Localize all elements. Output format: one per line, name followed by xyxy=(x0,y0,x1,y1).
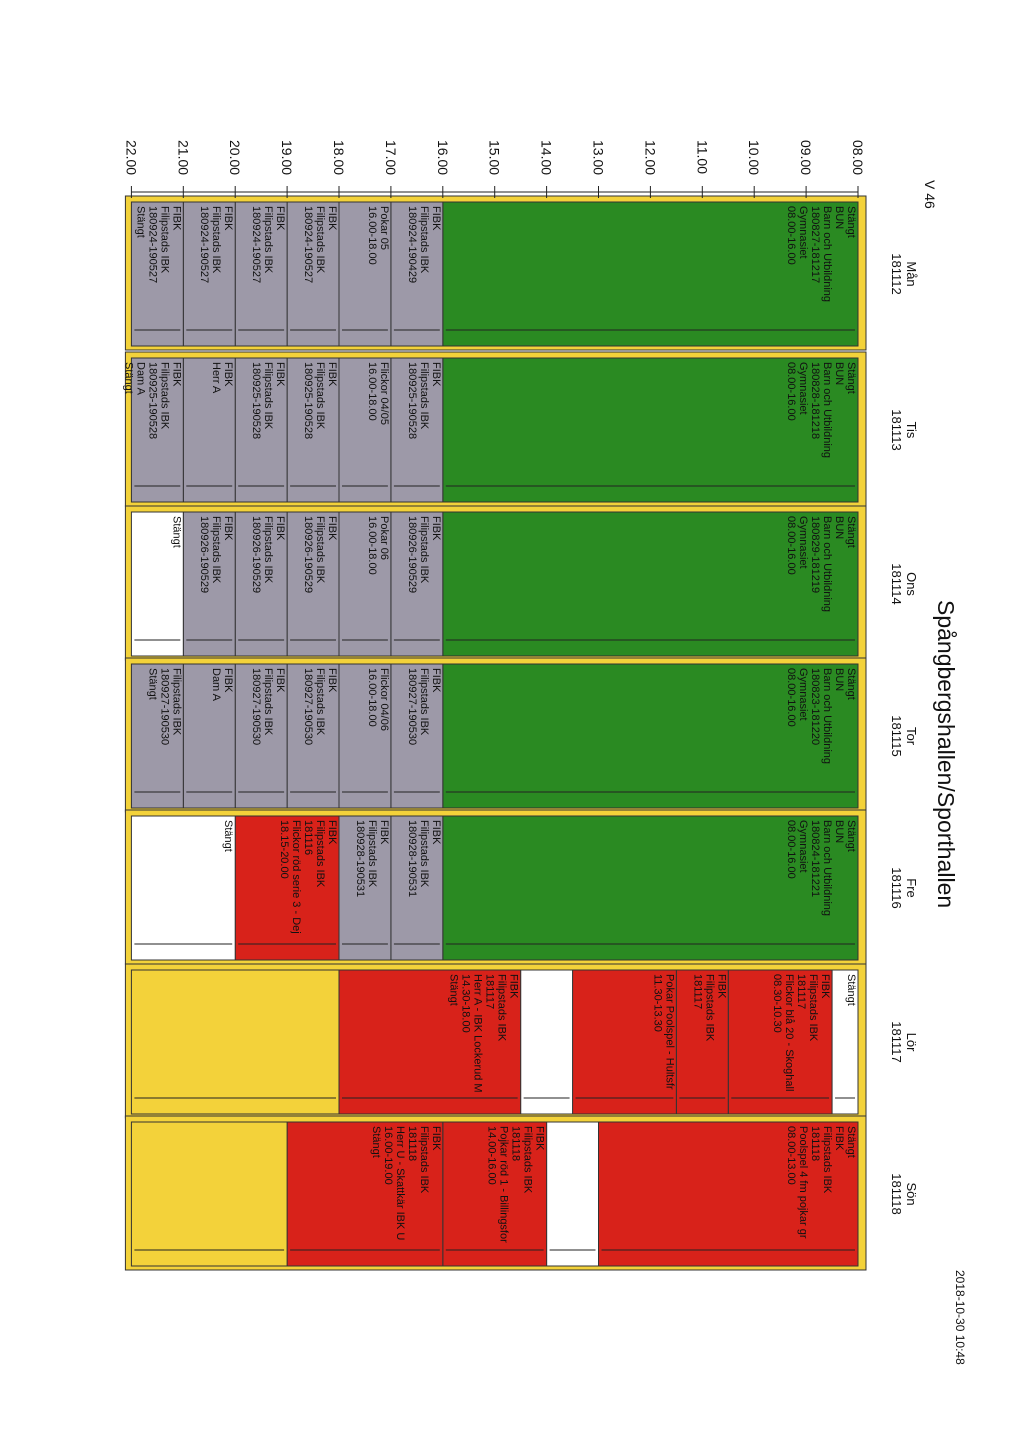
booking-text: 18.15-20.00 xyxy=(278,820,290,879)
time-label: 20.00 xyxy=(227,140,244,176)
booking-text: Filipstads IBK xyxy=(314,206,326,274)
booking-text: FIBK xyxy=(429,362,442,387)
booking-text: 181116 xyxy=(302,820,314,856)
day-name: Tis xyxy=(904,421,919,439)
booking-text: Gymnasiet xyxy=(797,206,809,259)
booking-block[interactable] xyxy=(728,970,832,1114)
booking-text: FIBK xyxy=(274,206,287,231)
booking-block[interactable] xyxy=(235,816,339,960)
booking-text: Stängt xyxy=(170,516,183,548)
booking-text: 180924-190527 xyxy=(146,206,159,284)
booking-text: FIBK xyxy=(429,1126,442,1151)
week-label: V 46 xyxy=(922,180,938,209)
booking-text: 181118 xyxy=(405,1126,418,1162)
day-name: Tor xyxy=(904,726,919,746)
time-label: 17.00 xyxy=(382,140,399,176)
booking-text: FIBK xyxy=(274,668,287,693)
booking-text: 180823-181220 xyxy=(809,668,821,746)
booking-block[interactable] xyxy=(391,202,443,346)
booking-text: Filipstads IBK xyxy=(314,516,326,584)
booking-block[interactable] xyxy=(443,664,858,808)
booking-text: Filipstads IBK xyxy=(158,206,171,274)
booking-block[interactable] xyxy=(235,664,287,808)
booking-block[interactable] xyxy=(339,664,391,808)
booking-block[interactable] xyxy=(443,816,858,960)
booking-text: Stängt xyxy=(845,974,857,1006)
booking-text: 180925-190528 xyxy=(146,362,159,440)
booking-block[interactable] xyxy=(287,1122,443,1266)
booking-text: Gymnasiet xyxy=(797,668,809,721)
booking-text: 180928-190531 xyxy=(353,820,366,898)
booking-text: Stängt xyxy=(845,206,857,238)
booking-block[interactable] xyxy=(131,202,183,346)
booking-block[interactable] xyxy=(391,512,443,656)
booking-cell xyxy=(131,970,339,1114)
booking-text: 16.00-18.00 xyxy=(365,516,378,575)
booking-text: 181117 xyxy=(483,974,496,1010)
booking-block[interactable] xyxy=(547,1122,599,1266)
booking-text: FIBK xyxy=(819,974,832,999)
booking-text: Filipstads IBK xyxy=(170,668,183,736)
booking-text: FIBK xyxy=(170,206,183,231)
booking-text: 180924-190527 xyxy=(250,206,263,284)
booking-text: Filipstads IBK xyxy=(821,1126,833,1194)
time-label: 18.00 xyxy=(331,140,347,176)
day-name: Fre xyxy=(904,878,919,898)
booking-text: Stängt xyxy=(447,974,460,1006)
booking-text: FIBK xyxy=(170,362,183,387)
booking-text: BUN xyxy=(833,820,845,844)
day-name: Mån xyxy=(904,261,919,287)
booking-block[interactable] xyxy=(131,816,235,960)
booking-text: Stängt xyxy=(222,820,235,852)
booking-text: 180925-190528 xyxy=(302,362,314,440)
booking-block[interactable] xyxy=(287,358,339,502)
booking-text: 180925-190528 xyxy=(250,362,263,440)
booking-text: Filipstads IBK xyxy=(262,362,275,430)
booking-text: Filipstads IBK xyxy=(703,974,716,1042)
booking-text: Filipstads IBK xyxy=(314,820,326,888)
booking-text: FIBK xyxy=(222,206,235,231)
booking-block[interactable] xyxy=(443,202,858,346)
booking-text: Filipstads IBK xyxy=(314,362,326,430)
booking-text: 181118 xyxy=(509,1126,522,1162)
booking-text: Filipstads IBK xyxy=(417,362,430,430)
booking-block[interactable] xyxy=(131,664,183,808)
day-name: Ons xyxy=(904,572,919,596)
booking-text: 181117 xyxy=(795,974,808,1010)
schedule-grid xyxy=(122,196,866,1270)
booking-text: 180829-181219 xyxy=(809,516,821,594)
booking-block[interactable] xyxy=(183,512,235,656)
booking-text: Filipstads IBK xyxy=(210,516,223,584)
booking-text: 180924-190527 xyxy=(302,206,314,284)
day-date: 181115 xyxy=(889,715,904,757)
booking-text: Gymnasiet xyxy=(797,516,809,569)
booking-text: Filipstads IBK xyxy=(262,206,275,274)
booking-block[interactable] xyxy=(832,970,858,1114)
booking-text: Gymnasiet xyxy=(797,820,809,873)
booking-text: BUN xyxy=(833,668,845,692)
booking-block[interactable] xyxy=(391,816,443,960)
booking-text: 180927-190530 xyxy=(250,668,263,746)
booking-text: 16.00-18.00 xyxy=(365,668,378,727)
booking-text: Stängt xyxy=(845,668,857,700)
booking-text: BUN xyxy=(833,362,845,386)
booking-text: FIBK xyxy=(715,974,728,999)
booking-text: Herr A xyxy=(210,362,223,394)
booking-text: Filipstads IBK xyxy=(158,362,171,430)
booking-block[interactable] xyxy=(122,358,183,502)
time-label: 14.00 xyxy=(538,140,555,176)
booking-text: BUN xyxy=(833,206,845,230)
booking-block[interactable] xyxy=(339,970,521,1114)
time-axis xyxy=(123,140,866,198)
booking-text: FIBK xyxy=(833,1126,845,1151)
booking-text: Stängt xyxy=(845,1126,857,1158)
day-date: 181116 xyxy=(889,867,904,909)
booking-block[interactable] xyxy=(235,358,287,502)
booking-text: FIBK xyxy=(533,1126,546,1151)
day-date: 181117 xyxy=(889,1021,904,1063)
booking-text: 11.30-13.30 xyxy=(651,974,664,1032)
booking-text: 08.00-13.00 xyxy=(785,1126,797,1185)
booking-text: FIBK xyxy=(222,362,235,387)
day-date: 181112 xyxy=(889,253,904,295)
booking-text: Stängt xyxy=(845,820,857,852)
booking-block[interactable] xyxy=(573,970,677,1114)
booking-text: 180927-190530 xyxy=(302,668,314,746)
time-label: 11.00 xyxy=(694,140,711,174)
booking-text: Stängt xyxy=(146,668,159,700)
booking-text: Filipstads IBK xyxy=(210,206,223,274)
booking-block[interactable] xyxy=(131,512,183,656)
booking-text: FIBK xyxy=(274,516,287,541)
booking-text: BUN xyxy=(833,516,845,540)
booking-text: Dam A xyxy=(210,668,223,702)
day-date: 181113 xyxy=(889,409,904,451)
day-date: 181118 xyxy=(889,1173,904,1215)
booking-text: Filipstads IBK xyxy=(262,516,275,584)
booking-text: FIBK xyxy=(429,206,442,231)
booking-block[interactable] xyxy=(131,970,339,1114)
booking-block[interactable] xyxy=(521,970,573,1114)
time-label: 08.00 xyxy=(850,140,866,176)
booking-text: Herr U - Skattkär IBK U xyxy=(393,1126,406,1241)
booking-text: Flickor röd serie 3 - Dej xyxy=(290,820,302,934)
booking-block[interactable] xyxy=(443,512,858,656)
booking-block[interactable] xyxy=(391,664,443,808)
booking-text: Filipstads IBK xyxy=(417,1126,430,1194)
booking-text: 180924-190527 xyxy=(198,206,211,284)
booking-text: 180927-190530 xyxy=(405,668,418,746)
day-name: Sön xyxy=(904,1182,919,1206)
booking-block[interactable] xyxy=(287,664,339,808)
printed-timestamp: 2018-10-30 10:48 xyxy=(953,1270,967,1365)
booking-text: FIBK xyxy=(326,516,338,541)
booking-text: 180926-190529 xyxy=(198,516,211,594)
time-label: 22.00 xyxy=(123,140,140,176)
booking-text: Filipstads IBK xyxy=(417,820,430,888)
booking-text: 08.00-16.00 xyxy=(785,362,797,421)
booking-text: Pokar 05 xyxy=(377,206,390,251)
booking-text: FIBK xyxy=(507,974,520,999)
booking-text: Stängt xyxy=(845,362,857,394)
booking-block[interactable] xyxy=(339,816,391,960)
booking-block[interactable] xyxy=(235,512,287,656)
booking-block[interactable] xyxy=(339,358,391,502)
booking-text: 180926-190529 xyxy=(302,516,314,594)
booking-text: Herr A - IBK Lockerud M xyxy=(471,974,484,1093)
booking-text: 14.00-16.00 xyxy=(485,1126,498,1185)
booking-text: Pokar 06 xyxy=(377,516,390,561)
booking-text: Barn och Utbildning xyxy=(821,820,833,917)
booking-text: FIBK xyxy=(429,820,442,845)
booking-text: Stängt xyxy=(122,362,135,394)
booking-text: Gymnasiet xyxy=(797,362,809,415)
booking-block[interactable] xyxy=(443,358,858,502)
booking-text: 180926-190529 xyxy=(250,516,263,594)
time-label: 09.00 xyxy=(798,140,815,176)
booking-text: FIBK xyxy=(429,516,442,541)
booking-text: Stängt xyxy=(845,516,857,548)
booking-text: 180927-190530 xyxy=(158,668,171,746)
booking-text: FIBK xyxy=(222,516,235,541)
booking-text: 08.00-16.00 xyxy=(785,820,797,879)
booking-text: Poolspel 4 fm pojkar gr xyxy=(797,1126,809,1239)
booking-block[interactable] xyxy=(183,664,235,808)
booking-text: Filipstads IBK xyxy=(417,206,430,274)
booking-text: 180828-181218 xyxy=(809,362,821,440)
booking-text: 08.00-16.00 xyxy=(785,668,797,727)
booking-text: FIBK xyxy=(377,820,390,845)
booking-block[interactable] xyxy=(183,358,235,502)
booking-text: Filipstads IBK xyxy=(262,668,275,736)
booking-text: Dam A xyxy=(134,362,147,396)
booking-text: Filipstads IBK xyxy=(807,974,820,1042)
booking-text: 16.00-19.00 xyxy=(381,1126,394,1185)
booking-text: 181117 xyxy=(691,974,704,1010)
booking-text: Flickor 04/05 xyxy=(377,362,390,425)
booking-text: 08.00-16.00 xyxy=(785,206,797,265)
booking-text: FIBK xyxy=(326,206,338,231)
booking-text: Filipstads IBK xyxy=(314,668,326,736)
booking-text: 180928-190531 xyxy=(405,820,418,898)
booking-text: Filipstads IBK xyxy=(495,974,508,1042)
booking-block[interactable] xyxy=(183,202,235,346)
day-name: Lör xyxy=(904,1032,919,1052)
booking-text: FIBK xyxy=(222,668,235,693)
booking-block[interactable] xyxy=(287,202,339,346)
booking-text: Pojkar röd 1 - Billingsfor xyxy=(497,1126,510,1243)
booking-block[interactable] xyxy=(391,358,443,502)
booking-block[interactable] xyxy=(339,202,391,346)
booking-text: 180827-181217 xyxy=(809,206,821,284)
time-label: 21.00 xyxy=(175,140,192,176)
booking-text: 14.30-18.00 xyxy=(459,974,472,1033)
booking-cell xyxy=(131,816,235,960)
booking-block[interactable] xyxy=(235,202,287,346)
booking-cell xyxy=(131,1122,287,1266)
time-label: 12.00 xyxy=(642,140,659,176)
booking-text: FIBK xyxy=(429,668,442,693)
booking-block[interactable] xyxy=(599,1122,859,1266)
booking-text: FIBK xyxy=(326,668,338,693)
booking-text: FIBK xyxy=(274,362,287,387)
day-headers xyxy=(889,253,919,1214)
booking-text: 16.00-18.00 xyxy=(365,362,378,421)
booking-text: FIBK xyxy=(326,820,338,845)
booking-block[interactable] xyxy=(287,512,339,656)
page-title: Spångbergshallen/Sporthallen xyxy=(933,600,959,909)
booking-block[interactable] xyxy=(676,970,728,1114)
time-label: 15.00 xyxy=(486,140,503,176)
booking-text: Barn och Utbildning xyxy=(821,668,833,765)
booking-text: Barn och Utbildning xyxy=(821,362,833,459)
booking-text: Flickor 04/06 xyxy=(377,668,390,731)
booking-text: Stängt xyxy=(134,206,147,238)
booking-cell xyxy=(547,1122,599,1266)
booking-block[interactable] xyxy=(443,1122,547,1266)
booking-text: Filipstads IBK xyxy=(417,516,430,584)
booking-text: Filipstads IBK xyxy=(417,668,430,736)
booking-cell xyxy=(521,970,573,1114)
time-label: 13.00 xyxy=(590,140,607,176)
booking-block[interactable] xyxy=(339,512,391,656)
booking-text: 16.00-18.00 xyxy=(365,206,378,265)
booking-text: Filipstads IBK xyxy=(365,820,378,888)
booking-text: Stängt xyxy=(369,1126,382,1158)
booking-text: Flickor blå 20 - Skoghall xyxy=(783,974,796,1092)
booking-text: 08.30-10.30 xyxy=(771,974,784,1033)
booking-block[interactable] xyxy=(131,1122,287,1266)
booking-text: 180924-190429 xyxy=(405,206,418,284)
booking-text: FIBK xyxy=(326,362,338,387)
day-date: 181114 xyxy=(889,563,904,605)
time-label: 19.00 xyxy=(279,140,296,176)
booking-text: 181118 xyxy=(809,1126,821,1162)
booking-text: 08.00-16.00 xyxy=(785,516,797,575)
booking-text: Filipstads IBK xyxy=(521,1126,534,1194)
booking-text: Pokar Poolspel - Hultsfr xyxy=(663,974,676,1090)
booking-text: 180926-190529 xyxy=(405,516,418,594)
booking-text: Barn och Utbildning xyxy=(821,516,833,613)
booking-text: 180824-181221 xyxy=(809,820,821,898)
booking-text: Barn och Utbildning xyxy=(821,206,833,303)
booking-text: 180925-190528 xyxy=(405,362,418,440)
time-label: 16.00 xyxy=(434,140,451,176)
time-label: 10.00 xyxy=(746,140,763,176)
